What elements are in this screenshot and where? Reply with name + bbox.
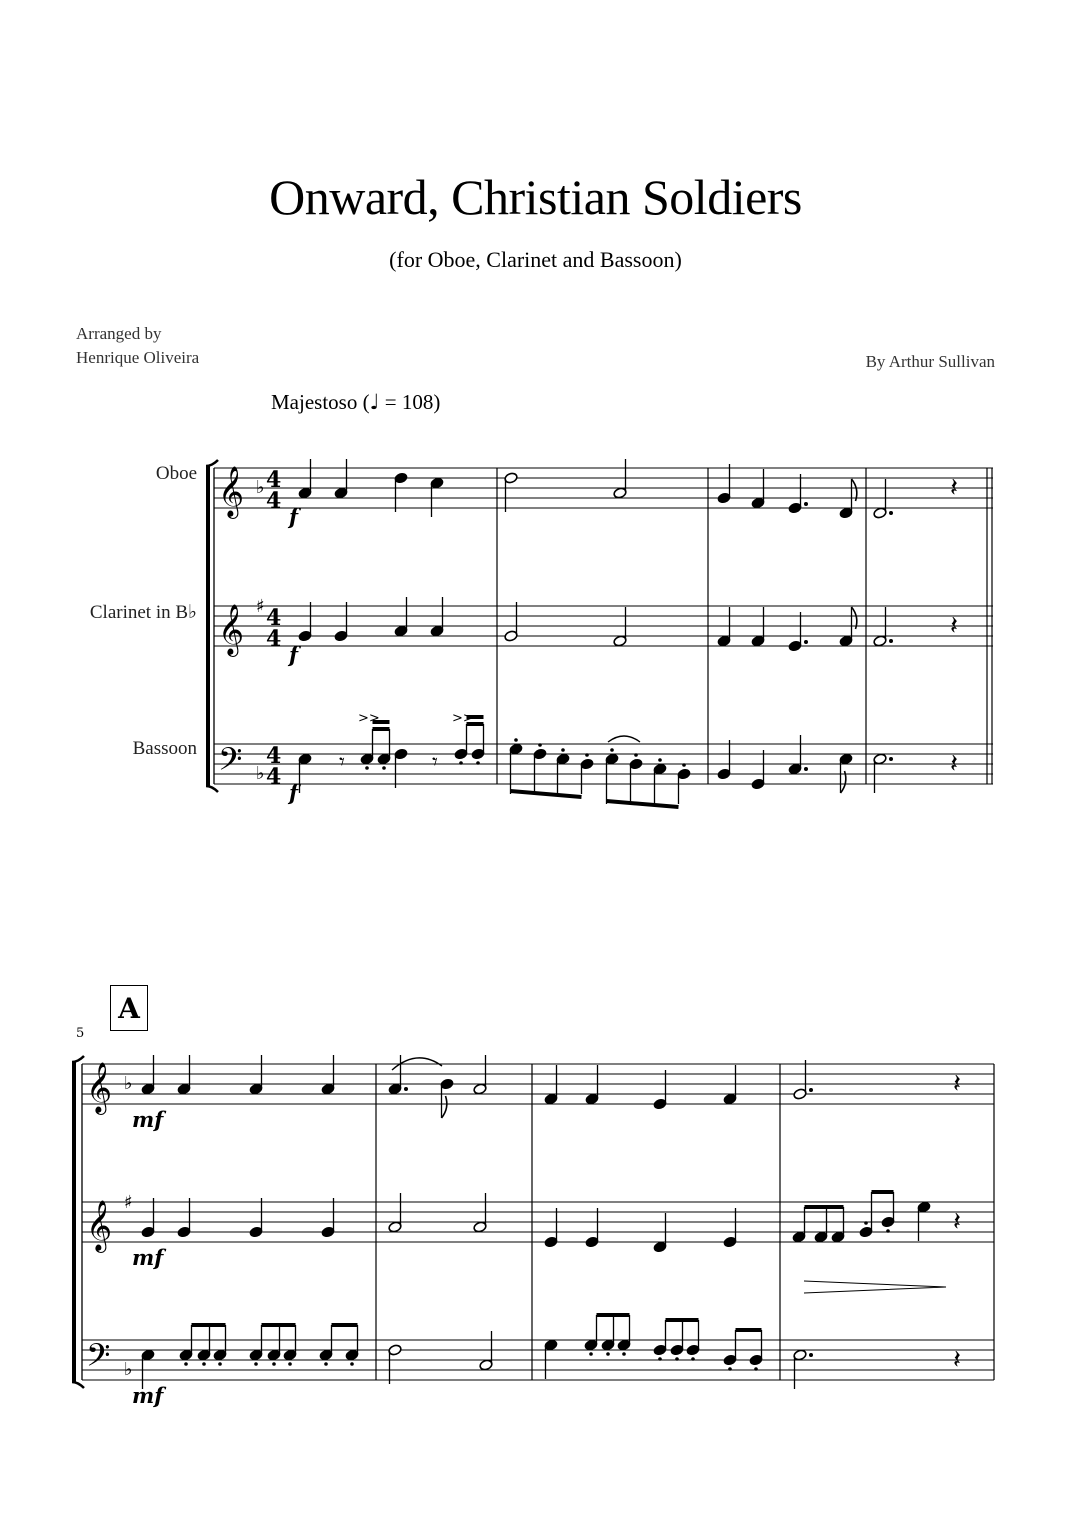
eighth-rest-icon: 𝄾 (339, 750, 345, 775)
key-signature-flat: ♭ (256, 477, 265, 498)
staccato-dot (728, 1367, 732, 1371)
time-signature-bottom: 4 (266, 764, 282, 790)
tempo-value: = 108) (379, 390, 441, 414)
time-signature-bottom: 4 (266, 488, 282, 514)
staccato-dot (459, 761, 463, 765)
staccato-dot (691, 1357, 695, 1361)
staccato-dot (218, 1362, 222, 1366)
augmentation-dot (809, 1088, 813, 1092)
beam (607, 801, 679, 807)
instrument-name-clarinet: Clarinet in B♭ (89, 602, 197, 623)
staccato-dot (585, 753, 589, 757)
treble-clef-icon: 𝄞 (218, 604, 245, 655)
augmentation-dot (809, 1353, 813, 1357)
augmentation-dot (889, 757, 893, 761)
staccato-dot (675, 1357, 679, 1361)
dynamic-marking: mf (132, 1383, 164, 1408)
staccato-dot (382, 766, 386, 770)
staccato-dot (610, 748, 614, 752)
treble-clef-icon: 𝄞 (86, 1062, 113, 1113)
accent-marks: >> (358, 711, 380, 726)
augmentation-dot (804, 767, 808, 771)
instrument-name-oboe: Oboe (155, 463, 197, 484)
time-signature-bottom: 4 (266, 626, 282, 652)
staccato-dot (288, 1362, 292, 1366)
staccato-dot (754, 1367, 758, 1371)
key-signature-flat: ♭ (256, 763, 265, 784)
key-signature-flat: ♭ (124, 1073, 133, 1094)
staccato-dot (622, 1352, 626, 1356)
dynamic-marking: f (289, 780, 299, 805)
bracket-hook (72, 1382, 84, 1388)
key-signature-sharp: ♯ (124, 1192, 133, 1213)
quarter-rest-icon: 𝄽 (950, 749, 958, 779)
quarter-rest-icon: 𝄽 (953, 1207, 961, 1237)
quarter-rest-icon: 𝄽 (953, 1069, 961, 1099)
staccato-dot (864, 1221, 868, 1225)
score-title: Onward, Christian Soldiers (269, 169, 802, 225)
key-signature-sharp: ♯ (256, 596, 265, 617)
time-signature-top: 4 (266, 605, 282, 631)
slur (608, 736, 640, 742)
treble-clef-icon: 𝄞 (218, 466, 245, 517)
augmentation-dot (889, 639, 893, 643)
staccato-dot (886, 1229, 890, 1233)
bracket-hook (206, 460, 218, 466)
decrescendo-hairpin (804, 1281, 946, 1293)
score-subtitle: (for Oboe, Clarinet and Bassoon) (389, 247, 682, 272)
arranger-label: Arranged by (76, 324, 162, 343)
beam (511, 791, 582, 797)
instrument-name-bassoon: Bassoon (132, 738, 197, 759)
key-signature-flat: ♭ (124, 1359, 133, 1380)
staccato-dot (658, 758, 662, 762)
bass-clef-icon: 𝄢 (218, 741, 243, 785)
time-signature-top: 4 (266, 467, 282, 493)
staccato-dot (254, 1362, 258, 1366)
eighth-rest-icon: 𝄾 (432, 750, 438, 775)
rehearsal-mark: A (110, 985, 148, 1031)
time-signature-top: 4 (266, 743, 282, 769)
bracket-hook (206, 786, 218, 792)
staccato-dot (634, 753, 638, 757)
composer-credit: By Arthur Sullivan (865, 352, 995, 371)
system-1 (206, 459, 993, 807)
staccato-dot (589, 1352, 593, 1356)
staccato-dot (561, 748, 565, 752)
dynamic-marking: f (289, 642, 299, 667)
treble-clef-icon: 𝄞 (86, 1200, 113, 1251)
measure-number: 5 (76, 1026, 85, 1041)
system-2 (72, 1055, 994, 1408)
staccato-dot (682, 763, 686, 767)
staccato-dot (658, 1357, 662, 1361)
note-flag (442, 1096, 447, 1118)
quarter-rest-icon: 𝄽 (950, 473, 958, 503)
arranger-name: Henrique Oliveira (76, 348, 200, 367)
staccato-dot (476, 761, 480, 765)
quarter-rest-icon: 𝄽 (950, 611, 958, 641)
dynamic-marking: mf (132, 1107, 164, 1132)
augmentation-dot (889, 511, 893, 515)
augmentation-dot (404, 1087, 408, 1091)
accent-marks: >> (452, 711, 474, 726)
staccato-dot (514, 738, 518, 742)
augmentation-dot (804, 640, 808, 644)
augmentation-dot (804, 502, 808, 506)
bracket-hook (72, 1056, 84, 1062)
bass-clef-icon: 𝄢 (86, 1337, 111, 1381)
staccato-dot (365, 766, 369, 770)
quarter-rest-icon: 𝄽 (953, 1345, 961, 1375)
dynamic-marking: f (289, 504, 299, 529)
staccato-dot (324, 1362, 328, 1366)
staccato-dot (350, 1362, 354, 1366)
staccato-dot (272, 1362, 276, 1366)
tempo-text: Majestoso ( (271, 390, 370, 414)
staccato-dot (538, 743, 542, 747)
staccato-dot (202, 1362, 206, 1366)
quarter-note-icon: ♩ (369, 390, 380, 414)
dynamic-marking: mf (132, 1245, 164, 1270)
staccato-dot (606, 1352, 610, 1356)
staccato-dot (184, 1362, 188, 1366)
